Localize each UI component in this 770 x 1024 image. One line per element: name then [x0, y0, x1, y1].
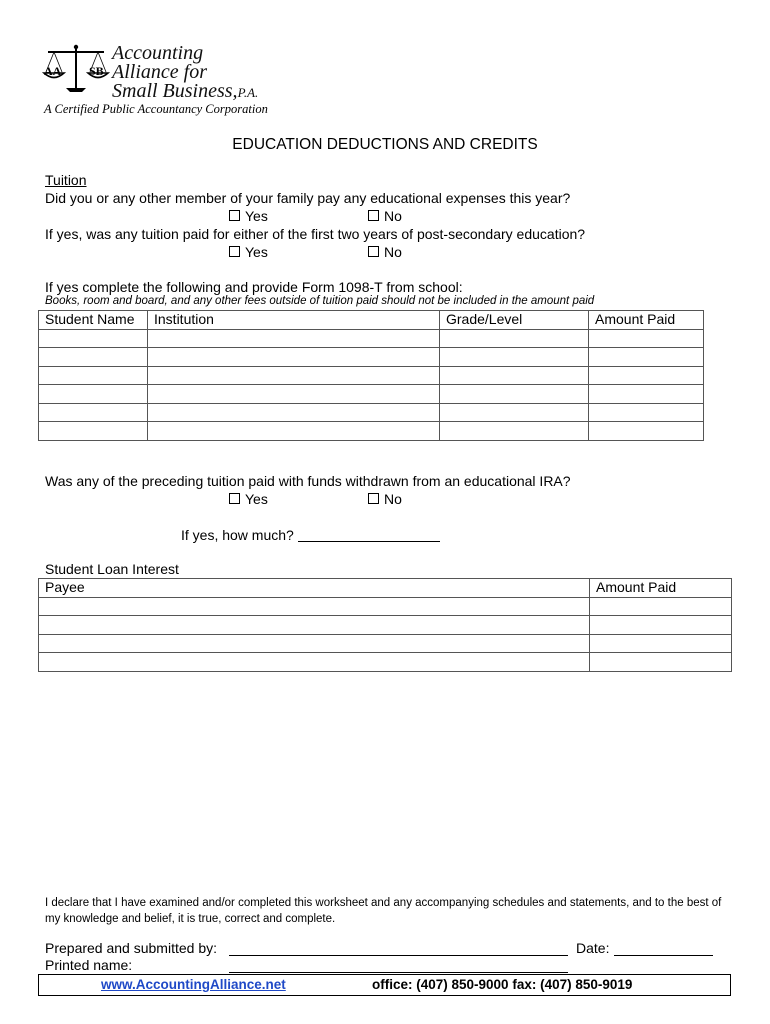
student-loan-heading: Student Loan Interest [45, 561, 179, 577]
header-student-name: Student Name [39, 311, 148, 330]
loan-amount-cell[interactable] [590, 653, 732, 672]
tuition-question-1: Did you or any other member of your family pay any educational expenses this year? [45, 190, 571, 206]
q2-yes-option[interactable] [229, 244, 268, 261]
amount-paid-cell[interactable] [589, 329, 704, 348]
table-row [39, 616, 732, 635]
logo-monogram-left: AA [44, 64, 62, 78]
q1-no-option[interactable] [368, 208, 402, 225]
date-field[interactable] [614, 940, 713, 956]
grade-level-cell[interactable] [440, 385, 589, 404]
table-row [39, 634, 732, 653]
table-row [39, 597, 732, 616]
payee-cell[interactable] [39, 597, 590, 616]
tuition-instruction: If yes complete the following and provide Form 1098-T from school: [45, 279, 463, 295]
logo-line-1: Accounting [112, 42, 204, 64]
header-loan-amount-paid: Amount Paid [590, 579, 732, 598]
q2-yes-checkbox[interactable] [229, 246, 240, 257]
logo-monogram-right: SB [89, 64, 104, 78]
q3-no-checkbox[interactable] [368, 493, 379, 504]
q3-yes-option[interactable] [229, 491, 268, 508]
header-institution: Institution [148, 311, 440, 330]
q1-no-label: No [384, 208, 402, 224]
student-name-cell[interactable] [39, 403, 148, 422]
q1-yes-label: Yes [245, 208, 268, 224]
how-much-label: If yes, how much? [181, 527, 294, 543]
q1-yes-checkbox[interactable] [229, 210, 240, 221]
loan-amount-cell[interactable] [590, 616, 732, 635]
tuition-table [38, 310, 704, 441]
payee-cell[interactable] [39, 653, 590, 672]
amount-paid-cell[interactable] [589, 385, 704, 404]
q3-yes-label: Yes [245, 491, 268, 507]
table-row [39, 422, 704, 441]
institution-cell[interactable] [148, 366, 440, 385]
amount-paid-cell[interactable] [589, 348, 704, 367]
student-name-cell[interactable] [39, 348, 148, 367]
grade-level-cell[interactable] [440, 366, 589, 385]
contact-info: office: (407) 850-9000 fax: (407) 850-9019 [372, 977, 633, 992]
q3-no-option[interactable] [368, 491, 402, 508]
printed-name-label: Printed name: [45, 957, 133, 973]
payee-cell[interactable] [39, 616, 590, 635]
tuition-question-2: If yes, was any tuition paid for either of the first two years of post-secondary education? [45, 226, 586, 242]
grade-level-cell[interactable] [440, 422, 589, 441]
logo-pa: P.A. [237, 85, 259, 100]
student-name-cell[interactable] [39, 422, 148, 441]
q1-no-checkbox[interactable] [368, 210, 379, 221]
tuition-question-3: Was any of the preceding tuition paid with funds withdrawn from an educational IRA? [45, 473, 571, 489]
logo-line-2: Alliance for [112, 61, 207, 83]
payee-cell[interactable] [39, 634, 590, 653]
amount-paid-cell[interactable] [589, 403, 704, 422]
table-row [39, 653, 732, 672]
grade-level-cell[interactable] [440, 348, 589, 367]
student-name-cell[interactable] [39, 329, 148, 348]
table-row [39, 385, 704, 404]
q3-no-label: No [384, 491, 402, 507]
ira-amount-row [181, 526, 440, 544]
declaration-text: I declare that I have examined and/or completed this worksheet and any accompanying schedules and statements, and to the best of my knowledge and belief, it is true, correct and complete. [45, 897, 722, 925]
date-label: Date: [576, 940, 610, 956]
loan-amount-cell[interactable] [590, 597, 732, 616]
q2-yes-label: Yes [245, 244, 268, 260]
prepared-by-field[interactable] [229, 940, 568, 956]
q3-yes-checkbox[interactable] [229, 493, 240, 504]
q2-no-label: No [384, 244, 402, 260]
logo-line-3: Small Business, [112, 80, 238, 102]
institution-cell[interactable] [148, 348, 440, 367]
q1-yes-option[interactable] [229, 208, 268, 225]
q2-no-option[interactable] [368, 244, 402, 261]
tuition-heading: Tuition [45, 172, 87, 188]
loan-amount-cell[interactable] [590, 634, 732, 653]
institution-cell[interactable] [148, 403, 440, 422]
table-row [39, 366, 704, 385]
student-loan-table [38, 578, 732, 672]
amount-paid-cell[interactable] [589, 422, 704, 441]
tuition-table-header [39, 311, 704, 330]
ira-amount-field[interactable] [298, 526, 440, 542]
header-payee: Payee [39, 579, 590, 598]
website-link[interactable]: www.AccountingAlliance.net [101, 977, 286, 992]
printed-name-field[interactable] [229, 957, 568, 973]
logo-tagline: A Certified Public Accountancy Corporation [44, 102, 268, 116]
page-title: EDUCATION DEDUCTIONS AND CREDITS [232, 136, 538, 153]
student-name-cell[interactable] [39, 366, 148, 385]
header-grade-level: Grade/Level [440, 311, 589, 330]
institution-cell[interactable] [148, 422, 440, 441]
student-name-cell[interactable] [39, 385, 148, 404]
grade-level-cell[interactable] [440, 403, 589, 422]
table-row [39, 329, 704, 348]
grade-level-cell[interactable] [440, 329, 589, 348]
table-row [39, 348, 704, 367]
header-amount-paid: Amount Paid [589, 311, 704, 330]
loan-table-header [39, 579, 732, 598]
table-row [39, 403, 704, 422]
institution-cell[interactable] [148, 329, 440, 348]
tuition-note: Books, room and board, and any other fees outside of tuition paid should not be included in the amount paid [45, 295, 595, 307]
q2-no-checkbox[interactable] [368, 246, 379, 257]
prepared-label: Prepared and submitted by: [45, 940, 217, 956]
amount-paid-cell[interactable] [589, 366, 704, 385]
institution-cell[interactable] [148, 385, 440, 404]
